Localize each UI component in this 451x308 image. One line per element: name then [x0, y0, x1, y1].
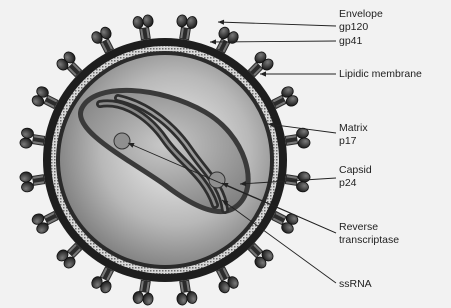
pointer-gp120 [218, 20, 336, 26]
label-matrix: Matrix [339, 122, 368, 134]
label-gp120: gp120 [339, 21, 369, 33]
label-reverse: Reverse [339, 221, 379, 233]
label-lipidic-membrane: Lipidic membrane [339, 68, 422, 80]
spike-glycoprotein [174, 14, 198, 41]
spike-glycoprotein [19, 127, 46, 151]
spike-glycoprotein [19, 169, 46, 193]
spike-glycoprotein [132, 14, 156, 41]
label-ssrna: ssRNA [339, 278, 372, 290]
label-p17: p17 [339, 135, 357, 147]
reverse-transcriptase-2 [209, 172, 225, 188]
spike-glycoprotein [284, 127, 311, 151]
label-transcriptase: transcriptase [339, 234, 400, 246]
label-gp41: gp41 [339, 35, 363, 47]
spike-glycoprotein [174, 279, 198, 306]
pointer-membrane [260, 71, 336, 76]
reverse-transcriptase-1 [114, 133, 130, 149]
label-p24: p24 [339, 177, 357, 189]
label-capsid: Capsid [339, 164, 372, 176]
label-envelope: Envelope [339, 8, 383, 20]
spike-glycoprotein [132, 279, 156, 306]
